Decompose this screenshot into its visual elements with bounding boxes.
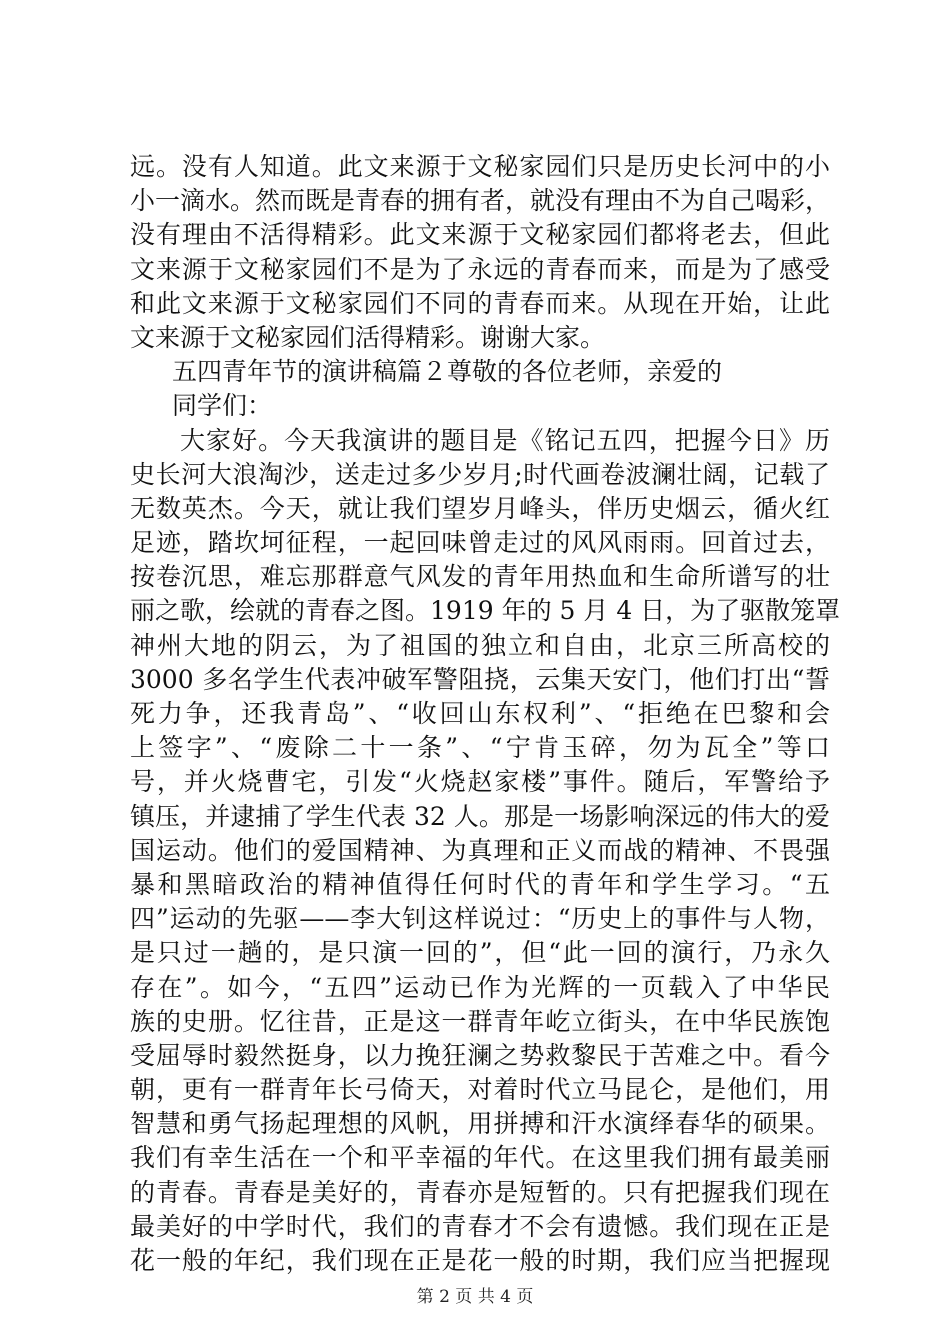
- text-line: 存在”。如今，“五四”运动已作为光辉的一页载入了中华民: [130, 972, 830, 1002]
- text-line: 文来源于文秘家园们不是为了永远的青春而来，而是为了感受: [130, 254, 830, 284]
- page-footer: 第 2 页 共 4 页: [416, 1287, 534, 1307]
- text-line: 无数英杰。今天，就让我们望岁月峰头，伴历史烟云，循火红: [130, 493, 830, 523]
- text-line: 和此文来源于文秘家园们不同的青春而来。从现在开始，让此: [130, 288, 830, 318]
- text-line: 大家好。今天我演讲的题目是《铭记五四，把握今日》历: [180, 425, 830, 455]
- text-line: 是只过一趟的，是只演一回的”，但“此一回的演行，乃永久: [130, 938, 830, 968]
- salutation: 同学们：: [172, 391, 273, 421]
- text-line: 丽之歌，绘就的青春之图。1919 年的 5 月 4 日，为了驱散笼罩: [130, 596, 841, 626]
- text-line: 最美好的中学时代，我们的青春才不会有遗憾。我们现在正是: [130, 1211, 830, 1241]
- text-line: 史长河大浪淘沙，送走过多少岁月;时代画卷波澜壮阔，记载了: [130, 459, 830, 489]
- text-line: 族的史册。忆往昔，正是这一群青年屹立街头，在中华民族饱: [130, 1006, 830, 1036]
- text-line: 智慧和勇气扬起理想的风帆，用拼搏和汗水演绎春华的硕果。: [130, 1109, 830, 1139]
- text-line: 四”运动的先驱——李大钊这样说过：“历史上的事件与人物，: [130, 904, 830, 934]
- text-line: 的青春。青春是美好的，青春亦是短暂的。只有把握我们现在: [130, 1177, 830, 1207]
- text-line: 3000 多名学生代表冲破军警阻挠，云集天安门，他们打出“誓: [130, 664, 830, 694]
- text-line: 小一滴水。然而既是青春的拥有者，就没有理由不为自己喝彩，: [130, 186, 831, 216]
- text-line: 文来源于文秘家园们活得精彩。谢谢大家。: [130, 322, 606, 352]
- text-line: 暴和黑暗政治的精神值得任何时代的青年和学生学习。“五: [130, 869, 830, 899]
- text-line: 神州大地的阴云，为了祖国的独立和自由，北京三所高校的: [130, 630, 830, 660]
- document-body: [130, 150, 841, 1278]
- text-line: 镇压，并逮捕了学生代表 32 人。那是一场影响深远的伟大的爱: [130, 801, 830, 831]
- text-line: 远。没有人知道。此文来源于文秘家园们只是历史长河中的小: [130, 152, 830, 181]
- section-heading: 五四青年节的演讲稿篇２尊敬的各位老师，亲爱的: [172, 357, 723, 387]
- text-line: 没有理由不活得精彩。此文来源于文秘家园们都将老去，但此: [130, 220, 830, 250]
- text-line: 死力争，还我青岛”、“收回山东权利”、“拒绝在巴黎和会: [130, 699, 830, 728]
- text-line: 朝，更有一群青年长弓倚天，对着时代立马昆仑，是他们，用: [130, 1075, 830, 1105]
- text-line: 国运动。他们的爱国精神、为真理和正义而战的精神、不畏强: [130, 835, 830, 865]
- text-line: 受屈辱时毅然挺身，以力挽狂澜之势救黎民于苦难之中。看今: [130, 1040, 830, 1070]
- text-line: 花一般的年纪，我们现在正是花一般的时期，我们应当把握现: [130, 1246, 830, 1275]
- text-line: 我们有幸生活在一个和平幸福的年代。在这里我们拥有最美丽: [130, 1143, 830, 1173]
- text-line: 足迹，踏坎坷征程，一起回味曾走过的风风雨雨。回首过去，: [130, 528, 830, 558]
- text-line: 号，并火烧曹宅，引发“火烧赵家楼”事件。随后，军警给予: [130, 767, 830, 797]
- text-line: 上签字”、“废除二十一条”、“宁肯玉碎，勿为瓦全”等口: [130, 733, 830, 763]
- text-line: 按卷沉思，难忘那群意气风发的青年用热血和生命所谱写的壮: [130, 562, 830, 592]
